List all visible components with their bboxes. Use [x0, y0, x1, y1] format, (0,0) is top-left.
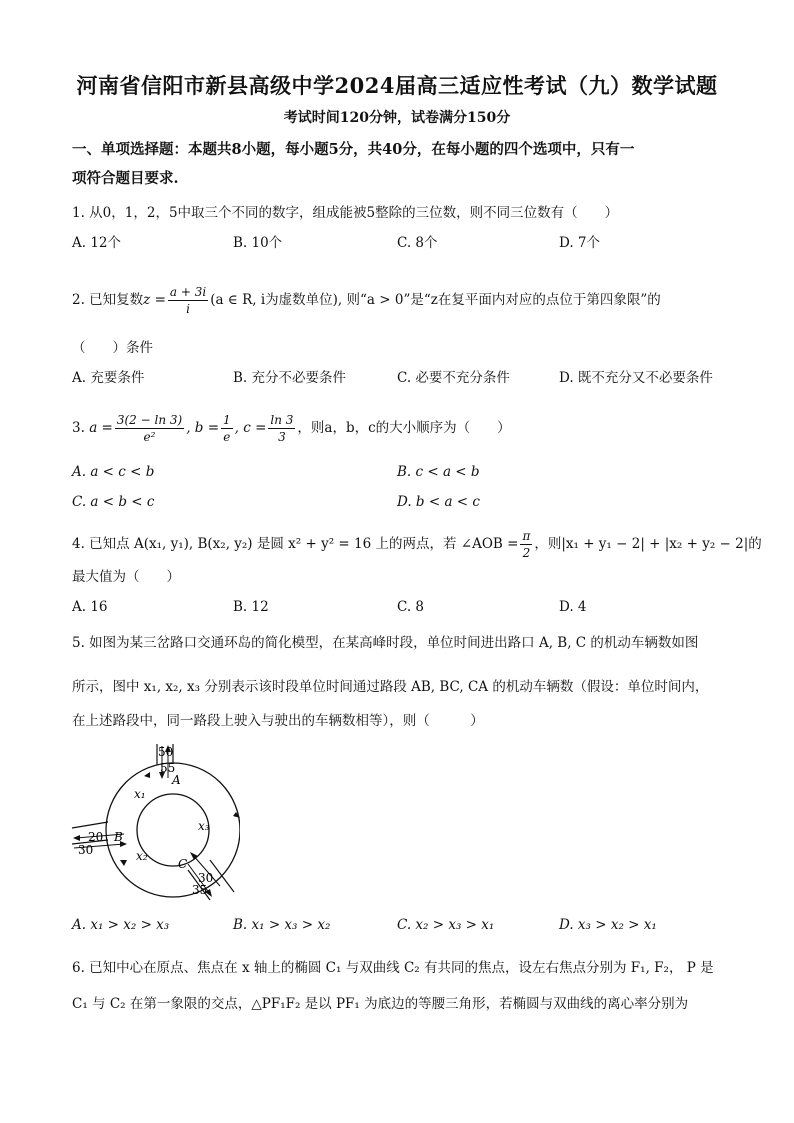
q2-condition: (a ∈ R, i为虚数单位), 则“a > 0”是“z在复平面内对应的点位于第四象限”的: [210, 292, 661, 308]
q3-suffix: ，则a，b，c的大小顺序为（ ）: [297, 420, 511, 436]
label-30b: 30: [198, 871, 214, 885]
question-5-line2: 所示，图中 x₁, x₂, x₃ 分别表示该时段单位时间通过路段 AB, BC, CA 的机动车辆数（假设：单位时间内，: [72, 679, 709, 695]
q2-z: z =: [143, 292, 166, 308]
section-heading: 一、单项选择题：本题共8小题，每小题5分，共40分，在每小题的四个选项中，只有一: [72, 141, 635, 158]
label-30: 30: [78, 843, 94, 857]
question-6-line2: C₁ 与 C₂ 在第一象限的交点，△PF₁F₂ 是以 PF₁ 为底边的等腰三角形，若椭圆与双曲线的离心率分别为: [72, 996, 689, 1012]
q3-a-den: e²: [143, 430, 156, 444]
label-55: 55: [160, 761, 176, 775]
question-2-stem: [72, 284, 661, 317]
q2-option-d: D. 既不充分又不必要条件: [559, 370, 713, 386]
q5-option-b: B. x₁ > x₃ > x₂: [233, 917, 331, 933]
label-a: A: [172, 773, 181, 787]
ring-arrow-left: [120, 860, 127, 866]
q3-c-fraction: [268, 412, 295, 445]
q2-fraction: [168, 284, 208, 317]
label-35: 35: [192, 883, 208, 897]
q4-option-d: D. 4: [559, 599, 587, 615]
section-heading-cont: 项符合题目要求.: [72, 170, 179, 187]
question-3-stem: [72, 412, 511, 445]
q3-b-label: , b =: [186, 420, 220, 436]
q1-option-b: B. 10个: [233, 235, 283, 251]
q3-c-num: ln 3: [270, 413, 294, 427]
question-4-stem-cont: 最大值为（ ）: [72, 569, 180, 585]
question-5-line1: 5. 如图为某三岔路口交通环岛的简化模型，在某高峰时段，单位时间进出路口 A, B, C 的机动车辆数如图: [72, 635, 699, 651]
q4-stem-part2: ，则|x₁ + y₁ − 2| + |x₂ + y₂ − 2|的: [534, 536, 762, 552]
q2-option-a: A. 充要条件: [72, 370, 145, 386]
question-6-line1: 6. 已知中心在原点、焦点在 x 轴上的椭圆 C₁ 与双曲线 C₂ 有共同的焦点，设左右焦点分别为 F₁, F₂， P 是: [72, 960, 714, 976]
q3-option-d: D. b < a < c: [397, 494, 480, 510]
question-1-stem: 1. 从0，1，2，5中取三个不同的数字，组成能被5整除的三位数，则不同三位数有（ ）: [72, 205, 619, 221]
label-b: B: [114, 830, 123, 844]
question-4-stem: [72, 528, 762, 561]
q2-frac-denominator: i: [186, 302, 190, 316]
q4-frac-den: 2: [522, 546, 531, 560]
label-x3: x₃: [198, 819, 210, 833]
q3-c-label: , c =: [234, 420, 267, 436]
q3-a-label: a =: [89, 420, 113, 436]
exam-info: 考试时间120分钟，试卷满分150分: [283, 110, 511, 126]
q3-option-c: C. a < b < c: [72, 494, 155, 510]
road-b-top: [72, 822, 108, 828]
label-50: 50: [158, 745, 174, 759]
q3-c-den: 3: [278, 430, 286, 444]
question-2-stem-cont: （ ）条件: [72, 340, 153, 356]
q3-b-fraction: [221, 412, 233, 445]
q2-option-c: C. 必要不充分条件: [397, 370, 510, 386]
label-x1: x₁: [134, 787, 146, 801]
road-b-arrow-out-head: [73, 835, 80, 841]
label-x2: x₂: [136, 849, 148, 863]
q3-a-fraction: [115, 412, 184, 445]
q3-option-b: B. c < a < b: [397, 464, 480, 480]
q2-option-b: B. 充分不必要条件: [233, 370, 347, 386]
label-20: 20: [88, 830, 104, 844]
q3-b-den: e: [223, 430, 231, 444]
roundabout-figure: [70, 742, 240, 904]
q1-option-c: C. 8个: [397, 235, 438, 251]
q4-option-c: C. 8: [397, 599, 425, 615]
q1-option-d: D. 7个: [559, 235, 601, 251]
q5-option-a: A. x₁ > x₂ > x₃: [72, 917, 170, 933]
question-5-line3: 在上述路段中，同一路段上驶入与驶出的车辆数相等），则（ ）: [72, 713, 484, 729]
q4-option-a: A. 16: [72, 599, 108, 615]
q3-option-a: A. a < c < b: [72, 464, 155, 480]
q5-option-d: D. x₃ > x₂ > x₁: [559, 917, 657, 933]
q4-stem-part1: 4. 已知点 A(x₁, y₁), B(x₂, y₂) 是圆 x² + y² = 16 上的两点，若 ∠AOB =: [72, 536, 519, 552]
ring-arrow-top: [144, 772, 150, 778]
q3-a-num: 3(2 − ln 3): [116, 413, 183, 427]
q3-b-num: 1: [223, 413, 231, 427]
q2-frac-numerator: a + 3i: [169, 285, 207, 299]
q3-prefix: 3.: [72, 420, 85, 436]
q4-fraction: [520, 528, 532, 561]
q1-option-a: A. 12个: [72, 235, 122, 251]
page-title: 河南省信阳市新县高级中学2024届高三适应性考试（九）数学试题: [76, 73, 718, 98]
q2-prefix: 2. 已知复数: [72, 292, 144, 308]
label-c: C: [178, 857, 188, 871]
q5-option-c: C. x₂ > x₃ > x₁: [397, 917, 495, 933]
q4-frac-num: π: [522, 529, 531, 543]
q4-option-b: B. 12: [233, 599, 269, 615]
